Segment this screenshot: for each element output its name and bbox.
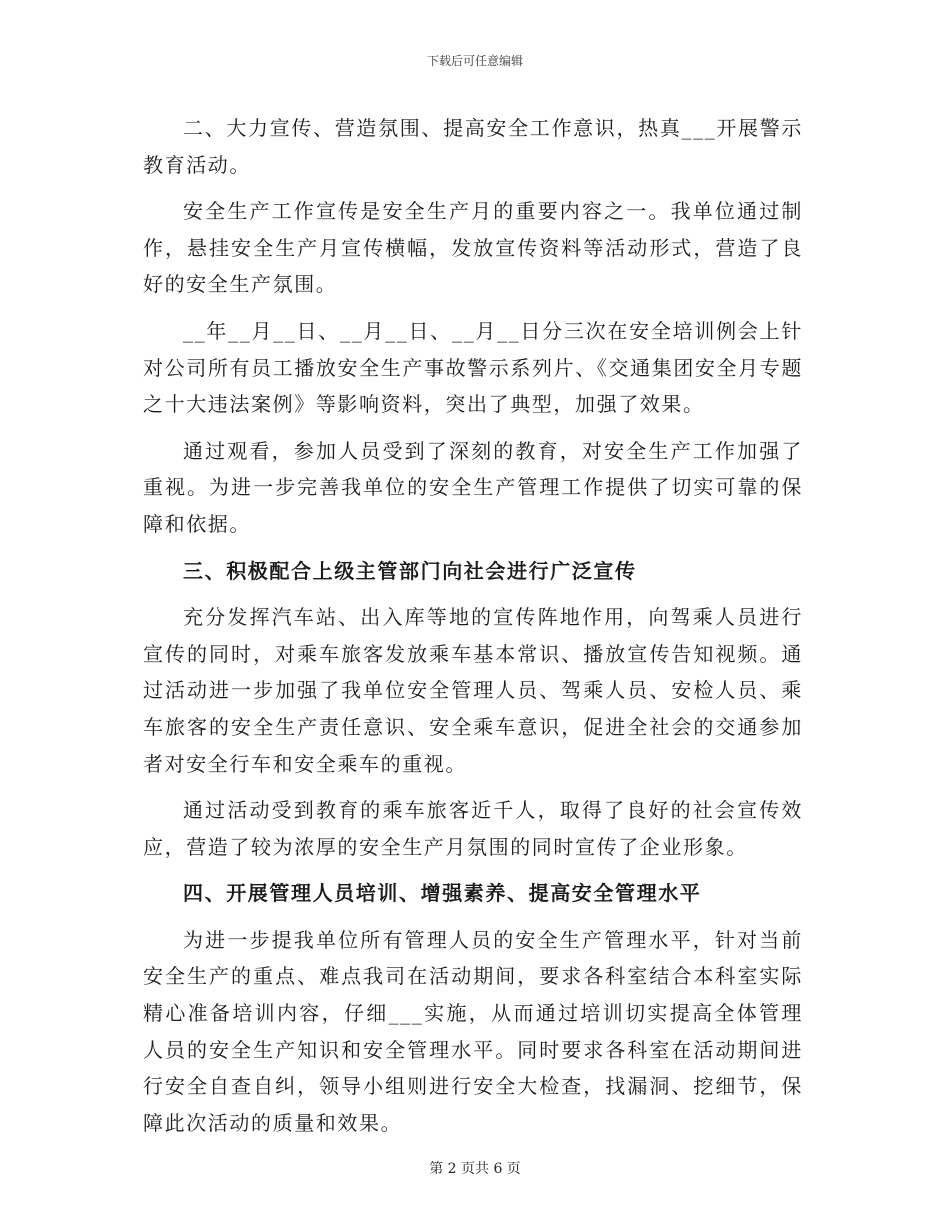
paragraph-management-training: 为进一步提我单位所有管理人员的安全生产管理水平，针对当前安全生产的重点、难点我司在活动期间，要求各科室结合本科室实际精心准备培训内容，仔细___实施，从而通过培训切实提高全体管理人员的安全生产知识和安全管理水平。同时要求各科室在活动期间进行安全自查自纠，领导小组则进行安全大检查，找漏洞、挖细节，保障此次活动的质量和效果。 — [143, 927, 803, 1135]
section-heading-four: 四、开展管理人员培训、增强素养、提高安全管理水平 — [183, 881, 702, 906]
page-number-footer: 第 2 页共 6 页 — [429, 1161, 521, 1177]
paragraph-section-two-title: 二、大力宣传、营造氛围、提高安全工作意识，热真___开展警示教育活动。 — [143, 116, 803, 177]
section-heading-three: 三、积极配合上级主管部门向社会进行广泛宣传 — [183, 558, 637, 583]
paragraph-passenger-education: 通过活动受到教育的乘车旅客近千人，取得了良好的社会宣传效应，营造了较为浓厚的安全生产月氛围的同时宣传了企业形象。 — [143, 798, 803, 859]
document-body — [143, 110, 803, 1151]
paragraph-training-videos: __年__月__日、__月__日、__月__日分三次在安全培训例会上针对公司所有员工播放安全生产事故警示系列片、《交通集团安全月专题之十大违法案例》等影响资料，突出了典型，加强了效果。 — [143, 318, 803, 417]
paragraph-publicity: 安全生产工作宣传是安全生产月的重要内容之一。我单位通过制作，悬挂安全生产月宣传横幅，发放宣传资料等活动形式，营造了良好的安全生产氛围。 — [143, 199, 803, 297]
page-header: 下载后可任意编辑 — [426, 54, 523, 68]
paragraph-viewing-effect: 通过观看，参加人员受到了深刻的教育，对安全生产工作加强了重视。为进一步完善我单位的安全生产管理工作提供了切实可靠的保障和依据。 — [143, 438, 803, 536]
paragraph-station-publicity: 充分发挥汽车站、出入库等地的宣传阵地作用，向驾乘人员进行宣传的同时，对乘车旅客发放乘车基本常识、播放宣传告知视频。通过活动进一步加强了我单位安全管理人员、驾乘人员、安检人员、乘车旅客的安全生产责任意识、安全乘车意识，促进全社会的交通参加者对安全行车和安全乘车的重视。 — [143, 605, 803, 776]
